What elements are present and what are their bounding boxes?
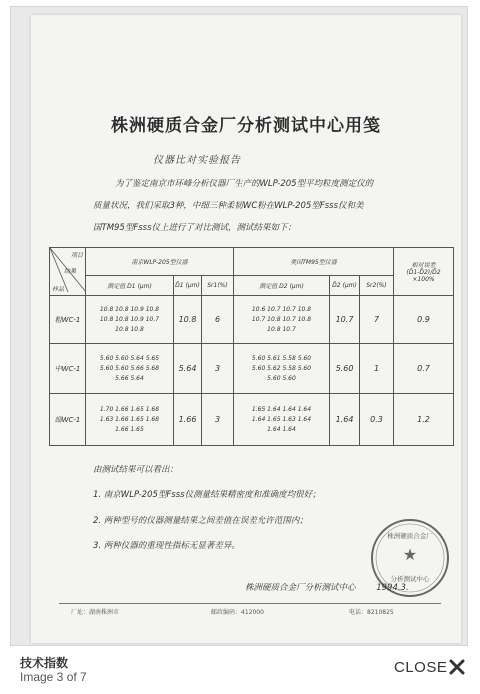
document-letterhead: 株洲硬质合金厂分析测试中心用笺 xyxy=(111,116,381,136)
d1-values xyxy=(86,344,174,394)
scanned-document xyxy=(31,15,461,643)
table-row xyxy=(50,296,454,344)
image-frame xyxy=(10,6,468,646)
col-header-d1-mean: D̄1 (μm) xyxy=(174,276,202,296)
value-line: 10.8 10.8 10.9 10.7 xyxy=(99,315,160,323)
d2-mean: 10.7 xyxy=(330,296,360,344)
d2-mean: 1.64 xyxy=(330,394,360,446)
signature-org: 株洲硬质合金厂分析测试中心 xyxy=(245,583,356,593)
footer-postcode: 邮政编码：412000 xyxy=(211,609,264,616)
close-button[interactable] xyxy=(394,656,465,678)
table-row xyxy=(50,394,454,446)
d2-values xyxy=(234,296,330,344)
sample-name: 粗WC-1 xyxy=(50,296,86,344)
col-header-sr2: Sr2(%) xyxy=(360,276,394,296)
document-subtitle: 仪器比对实验报告 xyxy=(153,155,241,166)
relative-error-header xyxy=(394,248,454,296)
col-header-d1: 测定值 D1 (μm) xyxy=(86,276,174,296)
d1-values xyxy=(86,296,174,344)
value-line: 5.66 5.64 xyxy=(115,374,144,382)
close-label: CLOSE xyxy=(394,658,448,676)
sr2-value: 7 xyxy=(360,296,394,344)
intro-paragraph xyxy=(93,173,453,239)
conclusion-heading: 由测试结果可以看出： xyxy=(93,465,179,475)
footer-divider xyxy=(59,603,441,604)
d1-mean: 5.64 xyxy=(174,344,202,394)
col-header-sr1: Sr1(%) xyxy=(202,276,234,296)
sr1-value: 3 xyxy=(202,344,234,394)
sample-name: 中WC-1 xyxy=(50,344,86,394)
sample-name: 细WC-1 xyxy=(50,394,86,446)
value-line: 1.66 1.65 xyxy=(115,425,144,433)
relative-error-formula: (D̄1-D̄2)/D̄2 ×100% xyxy=(406,269,441,283)
value-line: 10.8 10.8 xyxy=(115,325,144,333)
value-line: 10.7 10.8 10.7 10.8 xyxy=(251,315,312,323)
seal-text-bottom: 分析测试中心 xyxy=(390,575,430,583)
value-line: 1.65 1.64 1.64 1.64 xyxy=(251,405,312,413)
footer-address: 厂址：湖南株洲市 xyxy=(71,609,120,616)
d2-mean: 5.60 xyxy=(330,344,360,394)
image-counter: Image 3 of 7 xyxy=(20,670,87,684)
signature-date: 1994.3. xyxy=(376,583,409,593)
sr1-value: 3 xyxy=(202,394,234,446)
d1-values xyxy=(86,394,174,446)
corner-label-sample: 样品 xyxy=(52,286,65,293)
col-header-d2-mean: D̄2 (μm) xyxy=(330,276,360,296)
sr1-value: 6 xyxy=(202,296,234,344)
group-header-nanjing: 南京WLP-205型仪器 xyxy=(86,248,234,276)
relative-error-title: 相对误差 xyxy=(411,262,436,269)
col-header-d2: 测定值 D2 (μm) xyxy=(234,276,330,296)
d1-mean: 10.8 xyxy=(174,296,202,344)
group-header-us: 美国TM95型仪器 xyxy=(234,248,394,276)
intro-line: 国TM95型Fsss仪上进行了对比测试，测试结果如下： xyxy=(93,223,297,233)
value-line: 5.60 5.60 5.64 5.65 xyxy=(99,354,160,362)
value-line: 10.8 10.8 10.9 10.8 xyxy=(99,305,160,313)
d1-mean: 1.66 xyxy=(174,394,202,446)
value-line: 10.6 10.7 10.7 10.8 xyxy=(251,305,312,313)
sr2-value: 1 xyxy=(360,344,394,394)
table-corner-cell xyxy=(50,248,86,296)
value-line: 5.60 5.60 5.66 5.68 xyxy=(99,364,160,372)
corner-label-result: 结果 xyxy=(64,268,77,275)
table-row xyxy=(50,344,454,394)
d2-values xyxy=(234,394,330,446)
intro-line: 为了鉴定南京市环峰分析仪器厂生产的WLP-205型平均粒度测定仪的 xyxy=(115,179,374,189)
value-line: 5.60 5.61 5.58 5.60 xyxy=(251,354,312,362)
seal-text-top: 株洲硬质合金厂 xyxy=(387,532,433,540)
intro-line: 质量状况，我们采取3种，中细三种柔韧WC粉在WLP-205型Fsss仪和美 xyxy=(93,201,364,211)
relative-error-value: 0.9 xyxy=(394,296,454,344)
relative-error-value: 1.2 xyxy=(394,394,454,446)
conclusion-item: 2. 两种型号的仪器测量结果之间差值在误差允许范围内； xyxy=(93,516,308,526)
d2-values xyxy=(234,344,330,394)
value-line: 1.64 1.65 1.63 1.64 xyxy=(251,415,312,423)
conclusion-item: 1. 南京WLP-205型Fsss仪测量结果精密度和准确度均很好； xyxy=(93,490,321,500)
footer-phone: 电话：8210825 xyxy=(349,609,394,616)
signature-line xyxy=(245,581,409,593)
seal-star-icon: ★ xyxy=(402,545,418,564)
results-table xyxy=(49,247,454,446)
value-line: 1.70 1.66 1.65 1.68 xyxy=(99,405,160,413)
value-line: 1.63 1.66 1.65 1.68 xyxy=(99,415,160,423)
conclusion-item: 3. 两种仪器的重现性指标无显著差异。 xyxy=(93,541,240,551)
value-line: 1.64 1.64 xyxy=(267,425,296,433)
sr2-value: 0.3 xyxy=(360,394,394,446)
relative-error-value: 0.7 xyxy=(394,344,454,394)
image-caption-title: 技术指数 xyxy=(20,656,69,670)
close-x-icon xyxy=(449,659,465,675)
corner-label-item: 项目 xyxy=(70,252,83,259)
value-line: 5.60 5.62 5.58 5.60 xyxy=(251,364,312,372)
value-line: 10.8 10.7 xyxy=(267,325,296,333)
value-line: 5.60 5.60 xyxy=(267,374,296,382)
